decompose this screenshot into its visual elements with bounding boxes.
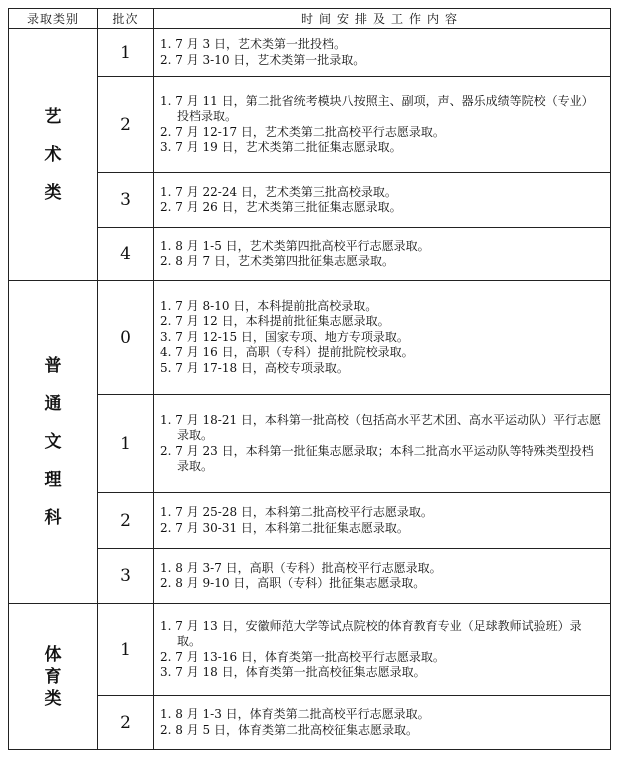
schedule-cell	[154, 696, 611, 750]
schedule-cell	[154, 604, 611, 696]
table-row	[9, 395, 611, 493]
batch-cell: 1	[98, 604, 154, 696]
header-schedule: 时间安排及工作内容	[154, 9, 611, 29]
category-label: 普 通 文 理 科	[44, 356, 62, 528]
schedule-item: 1. 7 月 13 日，安徽师范大学等试点院校的体育教育专业（足球教师试验班）录取。	[160, 618, 582, 648]
schedule-item: 3. 7 月 19 日，艺术类第二批征集志愿录取。	[160, 140, 402, 154]
schedule-item: 1. 8 月 1-5 日，艺术类第四批高校平行志愿录取。	[160, 238, 430, 253]
admission-schedule-table	[8, 8, 611, 750]
category-label: 体 育 类	[44, 644, 62, 709]
schedule-cell	[154, 228, 611, 281]
table-row	[9, 549, 611, 604]
schedule-item: 2. 8 月 5 日，体育类第二批高校征集志愿录取。	[160, 722, 418, 737]
table-row	[9, 493, 611, 549]
header-batch: 批次	[98, 9, 154, 29]
schedule-item: 2. 7 月 13-16 日，体育类第一批高校平行志愿录取。	[160, 649, 445, 664]
schedule-item: 3. 7 月 12-15 日，国家专项、地方专项录取。	[160, 329, 409, 344]
table-row	[9, 696, 611, 750]
table-row	[9, 604, 611, 696]
batch-cell: 3	[98, 549, 154, 604]
schedule-item: 1. 8 月 3-7 日，高职（专科）批高校平行志愿录取。	[160, 560, 442, 575]
category-cell-general	[9, 281, 98, 604]
schedule-item: 4. 7 月 16 日，高职（专科）提前批院校录取。	[160, 345, 414, 360]
schedule-item: 1. 7 月 3 日，艺术类第一批投档。	[160, 37, 346, 51]
schedule-item: 1. 7 月 18-21 日，本科第一批高校（包括高水平艺术团、高水平运动队）平行志愿录取。	[160, 412, 601, 442]
batch-cell: 3	[98, 173, 154, 228]
table-row	[9, 77, 611, 173]
schedule-item: 5. 7 月 17-18 日，高校专项录取。	[160, 360, 349, 375]
batch-cell: 2	[98, 77, 154, 173]
schedule-cell	[154, 549, 611, 604]
schedule-cell	[154, 281, 611, 395]
header-category: 录取类别	[9, 9, 98, 29]
schedule-item: 1. 8 月 1-3 日，体育类第二批高校平行志愿录取。	[160, 707, 430, 721]
schedule-cell	[154, 395, 611, 493]
batch-cell: 2	[98, 696, 154, 750]
batch-cell: 4	[98, 228, 154, 281]
schedule-item: 2. 7 月 12-17 日，艺术类第二批高校平行志愿录取。	[160, 124, 445, 139]
schedule-item: 3. 7 月 18 日，体育类第一批高校征集志愿录取。	[160, 665, 426, 679]
schedule-cell	[154, 173, 611, 228]
schedule-item: 1. 7 月 8-10 日，本科提前批高校录取。	[160, 298, 378, 313]
batch-cell: 1	[98, 29, 154, 77]
category-cell-art	[9, 29, 98, 281]
schedule-cell	[154, 77, 611, 173]
table-row	[9, 281, 611, 395]
table-row	[9, 29, 611, 77]
batch-cell: 1	[98, 395, 154, 493]
batch-cell: 0	[98, 281, 154, 395]
schedule-item: 2. 7 月 12 日，本科提前批征集志愿录取。	[160, 314, 390, 329]
schedule-cell	[154, 493, 611, 549]
schedule-item: 1. 7 月 22-24 日，艺术类第三批高校录取。	[160, 184, 397, 199]
schedule-item: 2. 7 月 3-10 日，艺术类第一批录取。	[160, 52, 366, 67]
schedule-item: 2. 8 月 7 日，艺术类第四批征集志愿录取。	[160, 254, 394, 268]
schedule-item: 1. 7 月 11 日，第二批省统考模块八按照主、副项，声、器乐成绩等院校（专业）投档录取。	[160, 93, 594, 123]
table-row	[9, 173, 611, 228]
schedule-item: 2. 7 月 26 日，艺术类第三批征集志愿录取。	[160, 200, 402, 214]
category-cell-sports	[9, 604, 98, 750]
schedule-cell	[154, 29, 611, 77]
table-row	[9, 228, 611, 281]
batch-cell: 2	[98, 493, 154, 549]
schedule-item: 2. 7 月 30-31 日，本科第二批征集志愿录取。	[160, 520, 409, 535]
schedule-item: 2. 7 月 23 日，本科第一批征集志愿录取；本科二批高水平运动队等特殊类型投档录取。	[160, 443, 594, 473]
category-label: 艺 术 类	[44, 106, 62, 203]
schedule-item: 2. 8 月 9-10 日，高职（专科）批征集志愿录取。	[160, 576, 426, 590]
table-header-row	[9, 9, 611, 29]
schedule-item: 1. 7 月 25-28 日，本科第二批高校平行志愿录取。	[160, 505, 433, 519]
